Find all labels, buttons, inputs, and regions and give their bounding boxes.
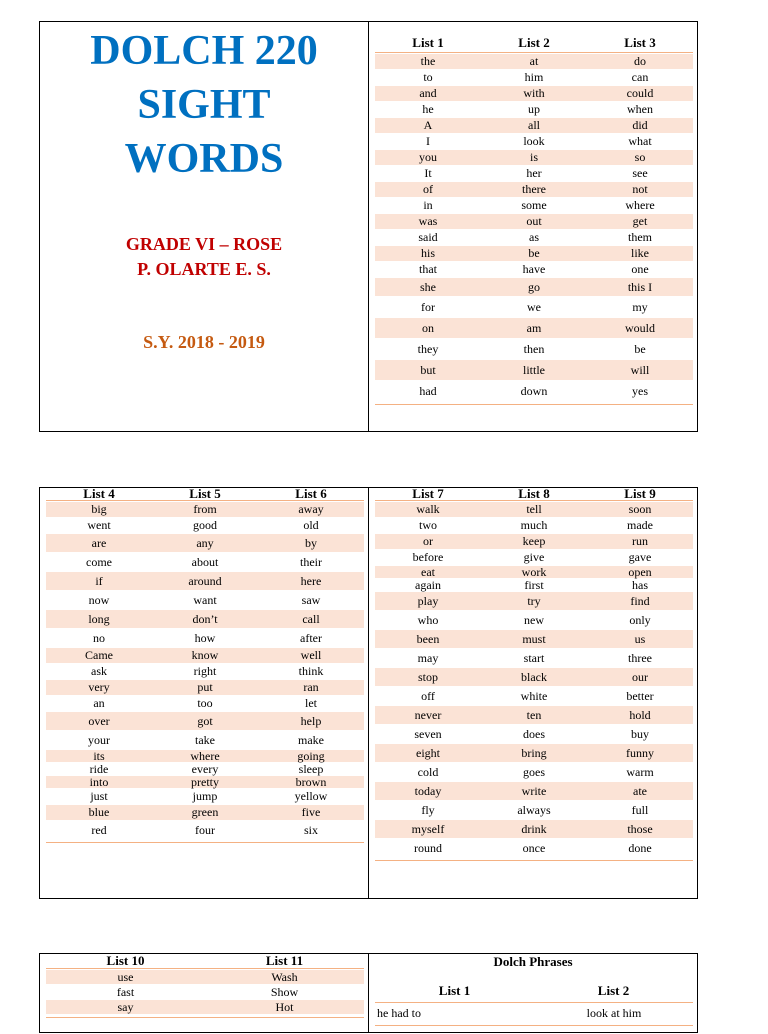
word-cell: where xyxy=(190,748,220,763)
table-row xyxy=(46,610,364,628)
word-cell: goes xyxy=(523,764,545,779)
phrases-title: Dolch Phrases xyxy=(493,954,573,969)
word-cell: open xyxy=(628,564,652,579)
word-cell: let xyxy=(305,696,317,710)
table-row xyxy=(375,246,693,261)
table-bottom-rule xyxy=(46,842,364,843)
word-cell: soon xyxy=(628,502,652,516)
table-row xyxy=(46,629,364,647)
word-cell: only xyxy=(629,612,651,627)
word-cell: have xyxy=(522,262,546,276)
word-cell: him xyxy=(524,70,544,84)
word-cell: no xyxy=(93,630,105,645)
word-cell: Came xyxy=(85,648,113,662)
word-cell: call xyxy=(302,611,320,626)
word-cell: my xyxy=(632,299,648,314)
word-cell: ask xyxy=(91,664,107,678)
table-row xyxy=(375,839,693,857)
table-row xyxy=(46,1000,364,1014)
word-cell: seven xyxy=(414,726,442,741)
table-row xyxy=(375,725,693,743)
word-cell: that xyxy=(419,262,437,276)
word-cell: and xyxy=(419,86,437,100)
table-row xyxy=(46,591,364,609)
word-cell: by xyxy=(305,535,317,550)
word-cell: with xyxy=(523,86,545,100)
table-row xyxy=(375,649,693,667)
word-cell: going xyxy=(297,748,325,763)
table-row xyxy=(375,360,693,380)
word-cell: myself xyxy=(411,821,445,836)
word-cell: the xyxy=(420,54,436,68)
column-header: List 1 xyxy=(412,35,444,50)
word-cell: very xyxy=(88,680,110,694)
table-row xyxy=(375,54,693,69)
table-bottom-rule xyxy=(375,1025,693,1026)
word-cell: think xyxy=(298,664,324,678)
word-cell: good xyxy=(193,518,217,532)
word-cell: our xyxy=(632,669,648,684)
table-row xyxy=(375,381,693,401)
word-cell: its xyxy=(93,748,105,763)
word-cell: as xyxy=(529,230,539,244)
word-cell: green xyxy=(191,805,219,819)
word-cell: before xyxy=(412,550,444,564)
word-cell: us xyxy=(634,631,646,646)
word-cell: her xyxy=(526,166,542,180)
phrases-card xyxy=(368,953,698,1033)
table-row xyxy=(46,763,364,775)
word-cell: full xyxy=(631,802,649,817)
word-cell: long xyxy=(88,611,110,626)
word-cell: get xyxy=(632,214,648,228)
column-header: List 7 xyxy=(412,486,444,501)
word-cell: but xyxy=(420,362,436,377)
word-cell: them xyxy=(628,230,652,244)
word-cell: saw xyxy=(301,592,321,607)
table-row xyxy=(375,706,693,724)
word-cell: come xyxy=(86,554,112,569)
word-cell: has xyxy=(632,577,648,592)
cover-card xyxy=(39,21,369,432)
table-row xyxy=(46,712,364,730)
table-row xyxy=(46,502,364,517)
word-table-lists-7-9 xyxy=(375,488,693,893)
word-cell: help xyxy=(300,713,322,728)
table-row xyxy=(46,789,364,804)
word-cell: did xyxy=(632,118,648,132)
column-header: List 6 xyxy=(295,486,327,501)
cover-title-line-1: DOLCH 220 xyxy=(90,28,318,74)
word-cell: blue xyxy=(88,805,110,819)
word-cell: jump xyxy=(192,789,218,803)
word-cell: about xyxy=(191,554,219,569)
table-row xyxy=(46,776,364,788)
word-cell: It xyxy=(424,166,432,180)
table-row xyxy=(375,502,693,517)
word-cell: down xyxy=(520,383,548,398)
word-cell: got xyxy=(197,713,213,728)
word-cell: look at him xyxy=(586,1005,642,1020)
table-row xyxy=(375,579,693,591)
table-row xyxy=(375,592,693,610)
word-cell: will xyxy=(630,362,650,377)
word-cell: be xyxy=(528,246,540,260)
word-cell: work xyxy=(521,564,547,579)
table-header xyxy=(375,34,693,53)
word-cell: write xyxy=(521,783,547,798)
word-cell: once xyxy=(522,840,546,855)
cover-grade: GRADE VI – ROSE xyxy=(125,234,283,254)
cover-school-year: S.Y. 2018 - 2019 xyxy=(143,332,265,352)
word-cell: put xyxy=(197,680,213,694)
word-cell: after xyxy=(300,630,322,645)
word-cell: take xyxy=(195,732,215,747)
table-row xyxy=(46,970,364,984)
word-cell: we xyxy=(527,299,541,314)
word-cell: those xyxy=(627,821,653,836)
word-cell: any xyxy=(196,535,214,550)
word-cell: find xyxy=(630,593,650,608)
word-cell: go xyxy=(528,279,540,294)
table-row xyxy=(375,1004,693,1022)
word-cell: your xyxy=(88,732,110,747)
word-cell: away xyxy=(298,502,324,516)
word-cell: two xyxy=(419,518,437,532)
word-cell: where xyxy=(625,198,655,212)
table-row xyxy=(46,534,364,552)
table-row xyxy=(375,801,693,819)
table-row xyxy=(375,668,693,686)
word-cell: can xyxy=(631,70,649,84)
word-cell: well xyxy=(300,648,322,662)
word-cell: his xyxy=(420,246,435,260)
table-row xyxy=(46,664,364,679)
word-cell: warm xyxy=(626,764,654,779)
table-row xyxy=(375,550,693,565)
word-cell: see xyxy=(632,166,648,180)
word-cell: am xyxy=(526,320,542,335)
column-header: List 11 xyxy=(265,953,304,968)
word-cell: so xyxy=(634,150,646,164)
column-header: List 3 xyxy=(624,35,656,50)
table-row xyxy=(46,553,364,571)
word-cell: know xyxy=(191,648,219,662)
word-cell: of xyxy=(423,182,433,196)
word-cell: like xyxy=(631,246,649,260)
table-row xyxy=(46,805,364,820)
word-cell: are xyxy=(91,535,107,550)
word-cell: want xyxy=(193,592,217,607)
word-cell: went xyxy=(87,518,111,532)
table-row xyxy=(46,572,364,590)
word-cell: or xyxy=(423,534,433,548)
word-cell: say xyxy=(117,999,134,1014)
word-cell: old xyxy=(303,518,319,532)
column-header: List 8 xyxy=(518,486,550,501)
word-cell: little xyxy=(523,362,545,377)
word-cell: white xyxy=(520,688,548,703)
word-cell: big xyxy=(91,502,107,516)
table-header xyxy=(46,488,364,501)
word-cell: hold xyxy=(629,707,651,722)
word-cell: some xyxy=(521,198,547,212)
word-cell: Hot xyxy=(275,999,294,1014)
table-bottom-rule xyxy=(46,1017,364,1018)
table-row xyxy=(375,687,693,705)
table-row xyxy=(46,731,364,749)
table-row xyxy=(46,985,364,999)
word-cell: would xyxy=(625,320,655,335)
table-row xyxy=(375,744,693,762)
word-cell: never xyxy=(414,707,442,722)
table-row xyxy=(46,750,364,762)
word-cell: may xyxy=(417,650,439,665)
word-cell: must xyxy=(522,631,546,646)
list-card-1 xyxy=(368,21,698,432)
table-row xyxy=(375,150,693,165)
word-table-lists-4-6 xyxy=(46,488,364,888)
word-cell: look xyxy=(523,134,545,148)
table-header xyxy=(375,488,693,501)
word-cell: first xyxy=(524,577,544,592)
word-cell: yellow xyxy=(294,789,328,803)
word-table-lists-1-3 xyxy=(375,34,693,419)
word-cell: fly xyxy=(421,802,435,817)
table-row xyxy=(375,278,693,296)
table-row xyxy=(375,297,693,317)
word-table-lists-10-11 xyxy=(46,954,364,1034)
column-header: List 2 xyxy=(597,983,630,998)
word-cell: tell xyxy=(526,502,542,516)
table-row xyxy=(375,518,693,533)
word-cell: today xyxy=(414,783,442,798)
word-cell: pretty xyxy=(191,774,219,789)
word-cell: Show xyxy=(270,984,299,999)
word-cell: on xyxy=(422,320,434,335)
word-cell: be xyxy=(634,341,646,356)
table-row xyxy=(375,230,693,245)
table-row xyxy=(375,214,693,229)
word-cell: make xyxy=(298,732,324,747)
column-header: List 10 xyxy=(106,953,145,968)
word-cell: try xyxy=(527,593,541,608)
word-cell: over xyxy=(88,713,110,728)
table-row xyxy=(375,134,693,149)
word-cell: there xyxy=(522,182,546,196)
word-cell: was xyxy=(418,214,438,228)
word-cell: had xyxy=(419,383,437,398)
word-cell: brown xyxy=(295,774,327,789)
word-cell: five xyxy=(301,805,321,819)
word-cell: off xyxy=(421,688,435,703)
word-cell: yes xyxy=(632,383,648,398)
word-cell: an xyxy=(93,696,105,710)
list-card-2 xyxy=(39,487,369,899)
word-cell: keep xyxy=(522,534,546,548)
word-cell: done xyxy=(628,840,652,855)
word-cell: one xyxy=(631,262,649,276)
word-cell: not xyxy=(632,182,648,196)
word-cell: new xyxy=(524,612,544,627)
word-cell: gave xyxy=(628,550,652,564)
table-row xyxy=(375,763,693,781)
word-cell: cold xyxy=(417,764,439,779)
word-cell: just xyxy=(90,789,108,803)
word-cell: much xyxy=(520,518,548,532)
word-cell: red xyxy=(91,822,107,837)
word-cell: always xyxy=(517,802,551,817)
table-row xyxy=(46,821,364,839)
word-cell: A xyxy=(423,118,433,132)
word-cell: who xyxy=(417,612,439,627)
column-header: List 1 xyxy=(438,983,471,998)
word-cell: what xyxy=(628,134,652,148)
word-cell: to xyxy=(423,70,433,84)
table-row xyxy=(375,534,693,549)
word-cell: ate xyxy=(633,783,647,798)
word-cell: stop xyxy=(417,669,438,684)
word-cell: eight xyxy=(416,745,440,760)
word-cell: around xyxy=(188,573,222,588)
word-cell: ran xyxy=(303,680,319,694)
word-cell: is xyxy=(529,150,538,164)
word-cell: all xyxy=(528,118,540,132)
table-row xyxy=(375,566,693,578)
word-cell: give xyxy=(523,550,545,564)
word-cell: funny xyxy=(626,745,654,760)
word-cell: at xyxy=(529,54,539,68)
word-cell: buy xyxy=(631,726,649,741)
word-cell: again xyxy=(415,577,441,592)
word-cell: start xyxy=(523,650,545,665)
word-cell: made xyxy=(627,518,653,532)
cover-title-line-3: WORDS xyxy=(124,136,284,182)
table-row xyxy=(375,630,693,648)
word-cell: could xyxy=(626,86,654,100)
word-cell: black xyxy=(521,669,547,684)
word-cell: when xyxy=(627,102,653,116)
word-cell: does xyxy=(523,726,545,741)
table-row xyxy=(375,118,693,133)
word-cell: six xyxy=(303,822,318,837)
word-cell: three xyxy=(628,650,652,665)
word-cell: in xyxy=(423,198,433,212)
word-cell: here xyxy=(300,573,322,588)
table-bottom-rule xyxy=(375,860,693,861)
table-row xyxy=(375,820,693,838)
word-cell: he had to xyxy=(377,1005,421,1020)
word-cell: sleep xyxy=(298,761,324,776)
word-cell: she xyxy=(420,279,436,294)
table-row xyxy=(375,102,693,117)
word-cell: too xyxy=(197,696,213,710)
table-row xyxy=(46,696,364,711)
word-cell: every xyxy=(191,761,219,776)
column-header: List 2 xyxy=(518,35,550,50)
word-cell: said xyxy=(418,230,438,244)
word-cell: use xyxy=(117,969,134,984)
word-cell: drink xyxy=(521,821,547,836)
table-row xyxy=(375,782,693,800)
table-header xyxy=(375,980,693,1003)
word-cell: they xyxy=(417,341,439,356)
word-cell: walk xyxy=(416,502,440,516)
word-cell: this I xyxy=(627,279,653,294)
word-cell: out xyxy=(526,214,542,228)
list-card-3 xyxy=(368,487,698,899)
word-cell: if xyxy=(95,573,103,588)
table-row xyxy=(46,648,364,663)
table-row xyxy=(375,339,693,359)
column-header: List 4 xyxy=(83,486,115,501)
word-cell: then xyxy=(523,341,545,356)
cover-school: P. OLARTE E. S. xyxy=(137,259,271,279)
list-card-4 xyxy=(39,953,369,1033)
table-header xyxy=(46,954,364,969)
table-row xyxy=(375,182,693,197)
word-cell: been xyxy=(416,631,440,646)
word-cell: bring xyxy=(521,745,547,760)
word-cell: for xyxy=(421,299,435,314)
word-cell: right xyxy=(193,664,217,678)
table-row xyxy=(46,680,364,695)
word-cell: run xyxy=(632,534,648,548)
cover-title-line-2: SIGHT xyxy=(137,82,271,128)
word-cell: eat xyxy=(421,564,435,579)
table-row xyxy=(375,70,693,85)
word-cell: Wash xyxy=(271,969,298,984)
word-cell: their xyxy=(300,554,322,569)
word-cell: I xyxy=(426,134,430,148)
phrases-table xyxy=(375,980,693,1030)
word-cell: how xyxy=(194,630,216,645)
word-cell: you xyxy=(419,150,437,164)
table-row xyxy=(375,611,693,629)
table-row xyxy=(375,198,693,213)
word-cell: up xyxy=(528,102,540,116)
table-row xyxy=(46,518,364,533)
word-cell: now xyxy=(88,592,110,607)
word-cell: don’t xyxy=(192,611,218,626)
table-bottom-rule xyxy=(375,404,693,405)
column-header: List 5 xyxy=(189,486,221,501)
word-cell: better xyxy=(626,688,654,703)
word-cell: into xyxy=(89,774,109,789)
table-row xyxy=(375,318,693,338)
word-cell: fast xyxy=(116,984,135,999)
word-cell: he xyxy=(422,102,434,116)
word-cell: ten xyxy=(526,707,542,722)
table-row xyxy=(375,86,693,101)
word-cell: do xyxy=(634,54,646,68)
word-cell: ride xyxy=(89,761,109,776)
table-row xyxy=(375,262,693,277)
column-header: List 9 xyxy=(624,486,656,501)
table-row xyxy=(375,166,693,181)
word-cell: four xyxy=(195,822,215,837)
word-cell: play xyxy=(417,593,439,608)
word-cell: from xyxy=(193,502,217,516)
word-cell: round xyxy=(414,840,442,855)
